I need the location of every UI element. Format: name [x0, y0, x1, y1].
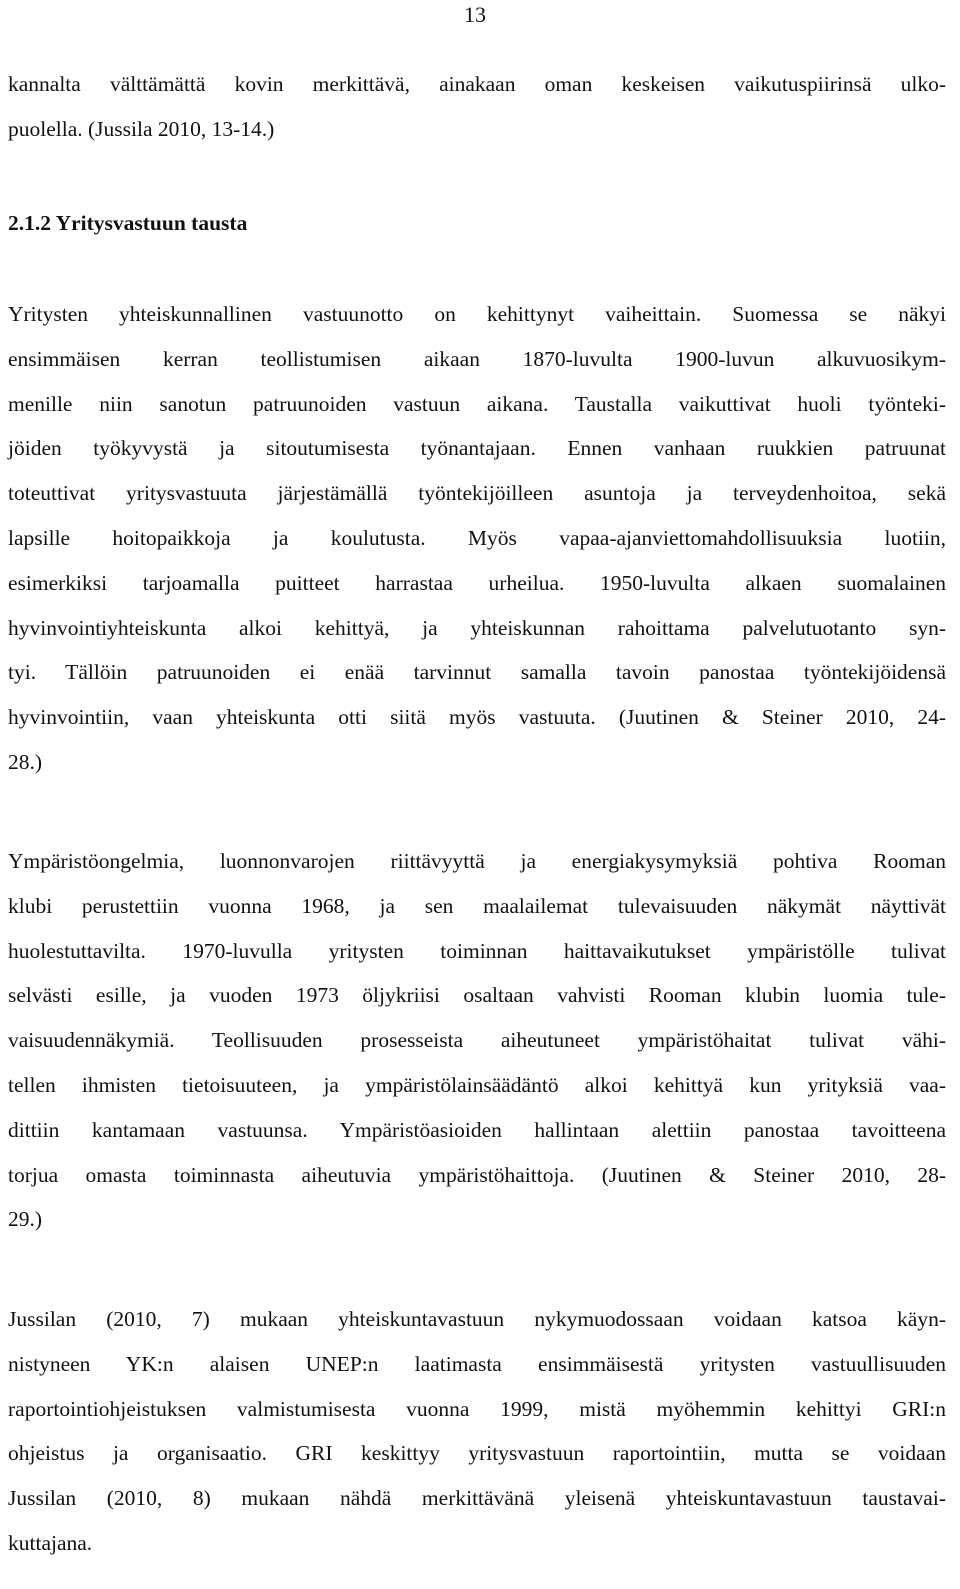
paragraph-2 [8, 839, 946, 1242]
text-line: menille niin sanotun patruunoiden vastuun aikana. Taustalla vaikuttivat huoli työnteki- [8, 391, 946, 416]
text-line: Jussilan (2010, 8) mukaan nähdä merkittävänä yleisenä yhteiskuntavastuun taustavai- [8, 1486, 946, 1511]
text-line: selvästi esille, ja vuoden 1973 öljykriisi osaltaan vahvisti Rooman klubin luomia tule- [8, 983, 946, 1008]
text-line: toteuttivat yritysvastuuta järjestämällä työntekijöilleen asuntoja ja terveydenhoitoa, sekä [8, 481, 946, 506]
text-line: ensimmäisen kerran teollistumisen aikaan 1870-luvulta 1900-luvun alkuvuosikym- [8, 346, 946, 371]
page-number: 13 [464, 2, 486, 27]
text-line: dittiin kantamaan vastuunsa. Ympäristöasioiden hallintaan alettiin panostaa tavoitteena [8, 1117, 946, 1142]
text-line: lapsille hoitopaikkoja ja koulutusta. Myös vapaa-ajanviettomahdollisuuksia luotiin, [8, 525, 946, 550]
text-line: nistyneen YK:n alaisen UNEP:n laatimasta ensimmäisestä yritysten vastuullisuuden [8, 1351, 946, 1376]
text-line: Jussilan (2010, 7) mukaan yhteiskuntavastuun nykymuodossaan voidaan katsoa käyn- [8, 1307, 946, 1331]
text-line: Yritysten yhteiskunnallinen vastuunotto on kehittynyt vaiheittain. Suomessa se näkyi [8, 302, 946, 326]
text-line: tellen ihmisten tietoisuuteen, ja ympäristölainsäädäntö alkoi kehittyä kun yrityksiä vaa- [8, 1072, 946, 1097]
text-line: raportointiohjeistuksen valmistumisesta vuonna 1999, mistä myöhemmin kehittyi GRI:n [8, 1396, 946, 1421]
text-line: 28.) [8, 749, 43, 774]
text-line: hyvinvointiyhteiskunta alkoi kehittyä, ja yhteiskunnan rahoittama palvelutuotanto syn- [8, 615, 946, 640]
text-line: ohjeistus ja organisaatio. GRI keskittyy yritysvastuun raportointiin, mutta se voidaan [8, 1441, 946, 1466]
text-line: kuttajana. [8, 1530, 93, 1555]
text-line: 29.) [8, 1207, 43, 1232]
text-line: huolestuttavilta. 1970-luvulla yritysten toiminnan haittavaikutukset ympäristölle tulivat [8, 938, 946, 963]
paragraph-1 [8, 292, 946, 785]
text-line: tyi. Tällöin patruunoiden ei enää tarvinnut samalla tavoin panostaa työntekijöidensä [8, 660, 946, 685]
text-line: puolella. (Jussila 2010, 13-14.) [8, 116, 275, 141]
section-heading: 2.1.2 Yritysvastuun tausta [8, 211, 248, 235]
intro-paragraph [8, 62, 946, 152]
text-line: hyvinvointiin, vaan yhteiskunta otti siitä myös vastuuta. (Juutinen & Steiner 2010, 24- [8, 705, 946, 730]
text-line: torjua omasta toiminnasta aiheutuvia ympäristöhaittoja. (Juutinen & Steiner 2010, 28- [8, 1162, 946, 1187]
paragraph-3 [8, 1297, 946, 1566]
text-line: klubi perustettiin vuonna 1968, ja sen maalailemat tulevaisuuden näkymät näyttivät [8, 893, 946, 918]
text-line: esimerkiksi tarjoamalla puitteet harrastaa urheilua. 1950-luvulta alkaen suomalainen [8, 570, 946, 595]
text-line: Ympäristöongelmia, luonnonvarojen riittävyyttä ja energiakysymyksiä pohtiva Rooman [8, 849, 946, 873]
text-line: vaisuudennäkymiä. Teollisuuden prosesseista aiheutuneet ympäristöhaitat tulivat vähi- [8, 1028, 946, 1053]
text-line: jöiden työkyvystä ja sitoutumisesta työnantajaan. Ennen vanhaan ruukkien patruunat [8, 436, 946, 461]
text-line: kannalta välttämättä kovin merkittävä, ainakaan oman keskeisen vaikutuspiirinsä ulko- [8, 72, 946, 96]
